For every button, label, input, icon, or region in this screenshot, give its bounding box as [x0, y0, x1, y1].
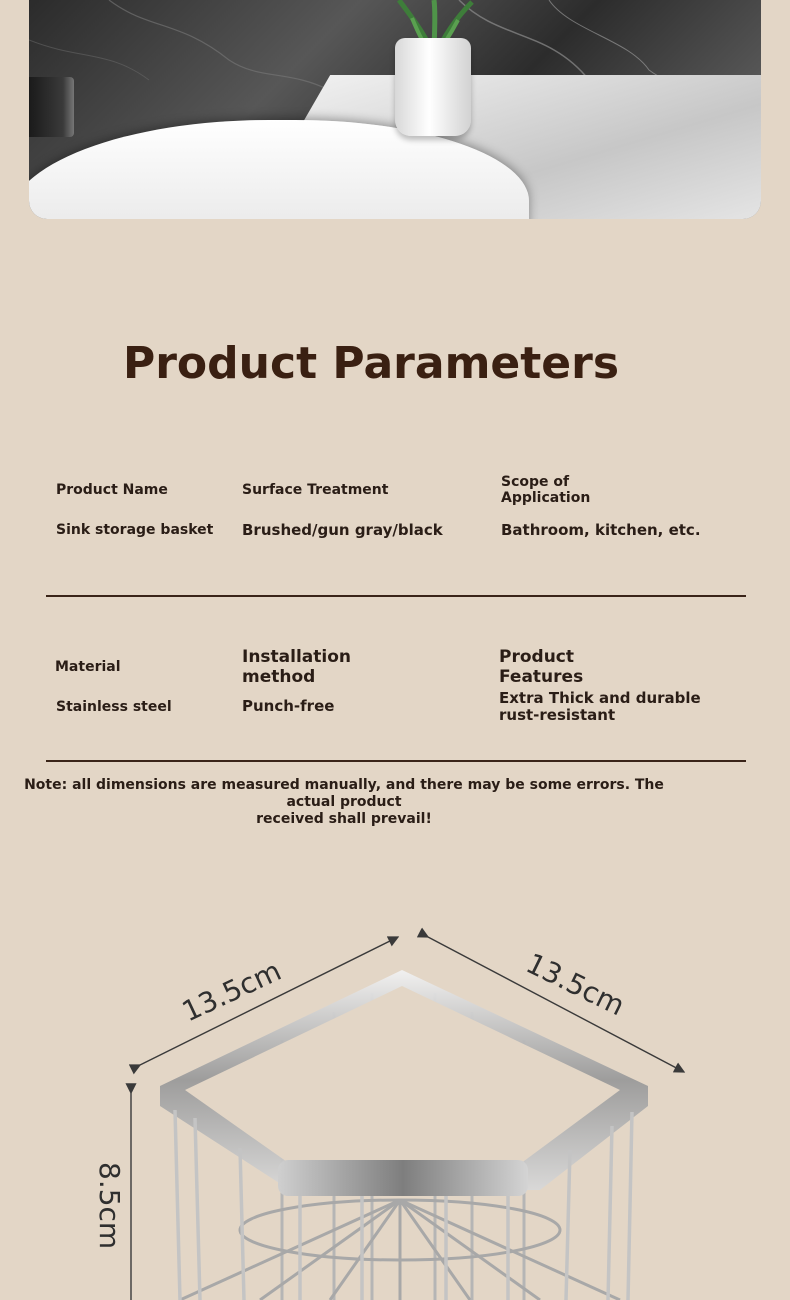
installation-label-line1: Installation [242, 647, 352, 667]
basket-dimension-illustration [0, 900, 790, 1300]
material-value: Stainless steel [56, 699, 172, 715]
note-line1: Note: all dimensions are measured manually, and there may be some errors. The actual product [24, 777, 664, 810]
basket-front-bar [278, 1160, 528, 1196]
row-divider-2 [46, 760, 746, 762]
scope-label [501, 474, 590, 506]
dimension-label-left: 13.5cm [177, 954, 287, 1029]
dimension-label-right: 13.5cm [520, 946, 630, 1023]
material-label: Material [55, 659, 121, 675]
hero-photo [29, 0, 761, 219]
product-name-label: Product Name [56, 482, 168, 498]
surface-treatment-label: Surface Treatment [242, 482, 389, 498]
installation-label [242, 648, 351, 687]
dimension-label-height: 8.5cm [93, 1162, 126, 1250]
surface-treatment-value: Brushed/gun gray/black [242, 521, 443, 539]
row-divider-1 [46, 595, 746, 597]
features-value-line1: Extra Thick and durable [499, 689, 701, 707]
soap-dispenser [29, 77, 74, 137]
features-label [499, 648, 583, 687]
basket-bottom-wires [180, 1200, 620, 1300]
scope-value: Bathroom, kitchen, etc. [501, 521, 701, 539]
features-value [499, 690, 701, 725]
scope-label-line1: Scope of [501, 474, 570, 490]
plant-pot [395, 38, 471, 136]
installation-label-line2: method [242, 666, 316, 687]
measurement-note [20, 777, 668, 827]
note-line2: received shall prevail! [256, 810, 432, 827]
installation-value: Punch-free [242, 697, 335, 715]
scope-label-line2: Application [501, 490, 591, 507]
page-title: Product Parameters [122, 338, 620, 389]
features-value-line2: rust-resistant [499, 706, 616, 725]
product-name-value: Sink storage basket [56, 522, 214, 538]
features-label-line1: Product [499, 647, 574, 667]
features-label-line2: Features [499, 666, 584, 687]
